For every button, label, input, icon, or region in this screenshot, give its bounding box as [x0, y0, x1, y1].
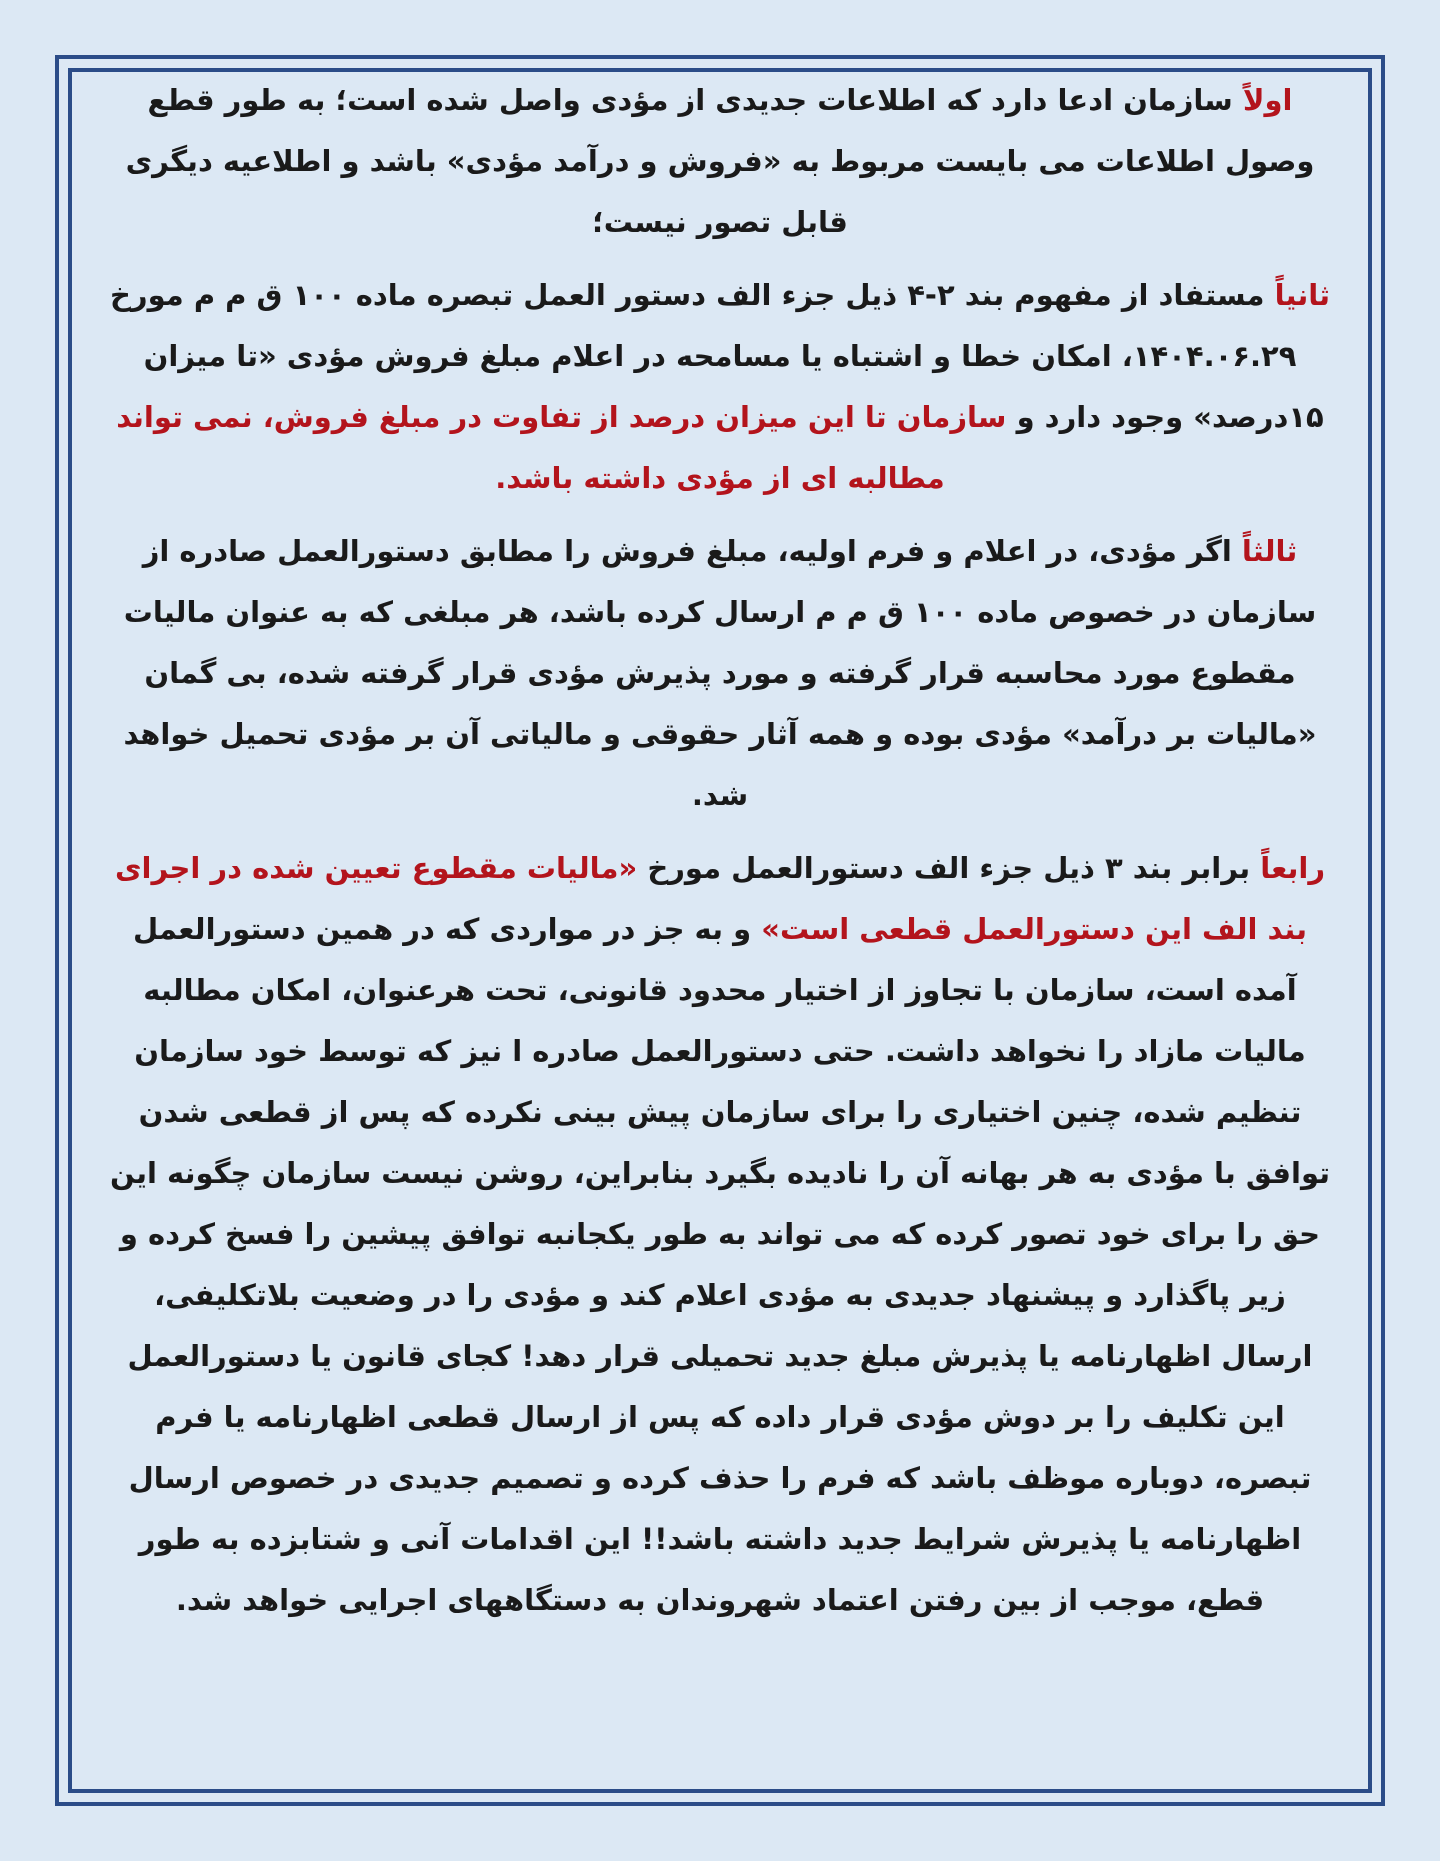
paragraph-second-highlight: سازمان تا این میزان درصد از تفاوت در مبلغ فروش، نمی تواند مطالبه ای از مؤدی داشته باشد.: [116, 400, 1007, 495]
paragraph-first-text: سازمان ادعا دارد که اطلاعات جدیدی از مؤدی واصل شده است؛ به طور قطع وصول اطلاعات می بایست مربوط به «فروش و درآمد مؤدی» باشد و اطلاعیه دیگری قابل تصور نیست؛: [125, 83, 1315, 239]
paragraph-fourth-text-after: و به جز در مواردی که در همین دستورالعمل آمده است، سازمان با تجاوز از اختیار محدود قانونی، تحت هرعنوان، امکان مطالبه مالیات مازاد را نخواهد داشت. حتی دستورالعمل صادره ا نیز که توسط خود سازمان تنظیم شده، چنین اختیاری را برای سازمان پیش بینی نکرده که پس از قطعی شدن توافق با مؤدی به هر بهانه آن را نادیده بگیرد بنابراین، روشن نیست سازمان چگونه این حق را برای خود تصور کرده که می تواند به طور یکجانبه توافق پیشین را فسخ کرده و زیر پاگذارد و پیشنهاد جدیدی به مؤدی اعلام کند و مؤدی را در وضعیت بلاتکلیفی، ارسال اظهارنامه یا پذیرش مبلغ جدید تحمیلی قرار دهد! کجای قانون یا دستورالعمل این تکلیف را بر دوش مؤدی قرار داده که پس از ارسال قطعی اظهارنامه یا فرم تبصره، دوباره موظف باشد که فرم را حذف کرده و تصمیم جدیدی در خصوص ارسال اظهارنامه یا پذیرش شرایط جدید داشته باشد!! این اقدامات آنی و شتابزده به طور قطع، موجب از بین رفتن اعتماد شهروندان به دستگاههای اجرایی خواهد شد.: [109, 912, 1331, 1617]
paragraph-fourth-text-before: برابر بند ۳ ذیل جزء الف دستورالعمل مورخ: [637, 851, 1261, 885]
paragraph-fourth-highlight: «مالیات مقطوع تعیین شده در اجرای بند الف این دستورالعمل قطعی است»: [114, 851, 1307, 946]
paragraph-fourth-lead: رابعاً: [1260, 851, 1326, 885]
paragraph-second: [105, 265, 1335, 509]
paragraph-first: [105, 70, 1335, 253]
paragraph-third: [105, 521, 1335, 826]
paragraph-fourth: [105, 838, 1335, 1631]
paragraph-second-text: مستفاد از مفهوم بند ۲-۴ ذیل جزء الف دستور العمل تبصره ماده ۱۰۰ ق م م مورخ ۱۴۰۴.۰۶.۲۹، امکان خطا و اشتباه یا مسامحه در اعلام مبلغ فروش مؤدی «تا میزان ۱۵درصد» وجود دارد و: [110, 278, 1324, 434]
paragraph-second-lead: ثانیاً: [1274, 278, 1330, 312]
paragraph-third-lead: ثالثاً: [1241, 534, 1298, 568]
paragraph-third-text: اگر مؤدی، در اعلام و فرم اولیه، مبلغ فروش را مطابق دستورالعمل صادره از سازمان در خصوص ماده ۱۰۰ ق م م ارسال کرده باشد، هر مبلغی که به عنوان مالیات مقطوع مورد محاسبه قرار گرفته و مورد پذیرش مؤدی قرار گرفته شده، بی گمان «مالیات بر درآمد» مؤدی بوده و همه آثار حقوقی و مالیاتی آن بر مؤدی تحمیل خواهد شد.: [123, 534, 1317, 812]
document-body: [105, 70, 1335, 1643]
paragraph-first-lead: اولاً: [1242, 83, 1293, 117]
